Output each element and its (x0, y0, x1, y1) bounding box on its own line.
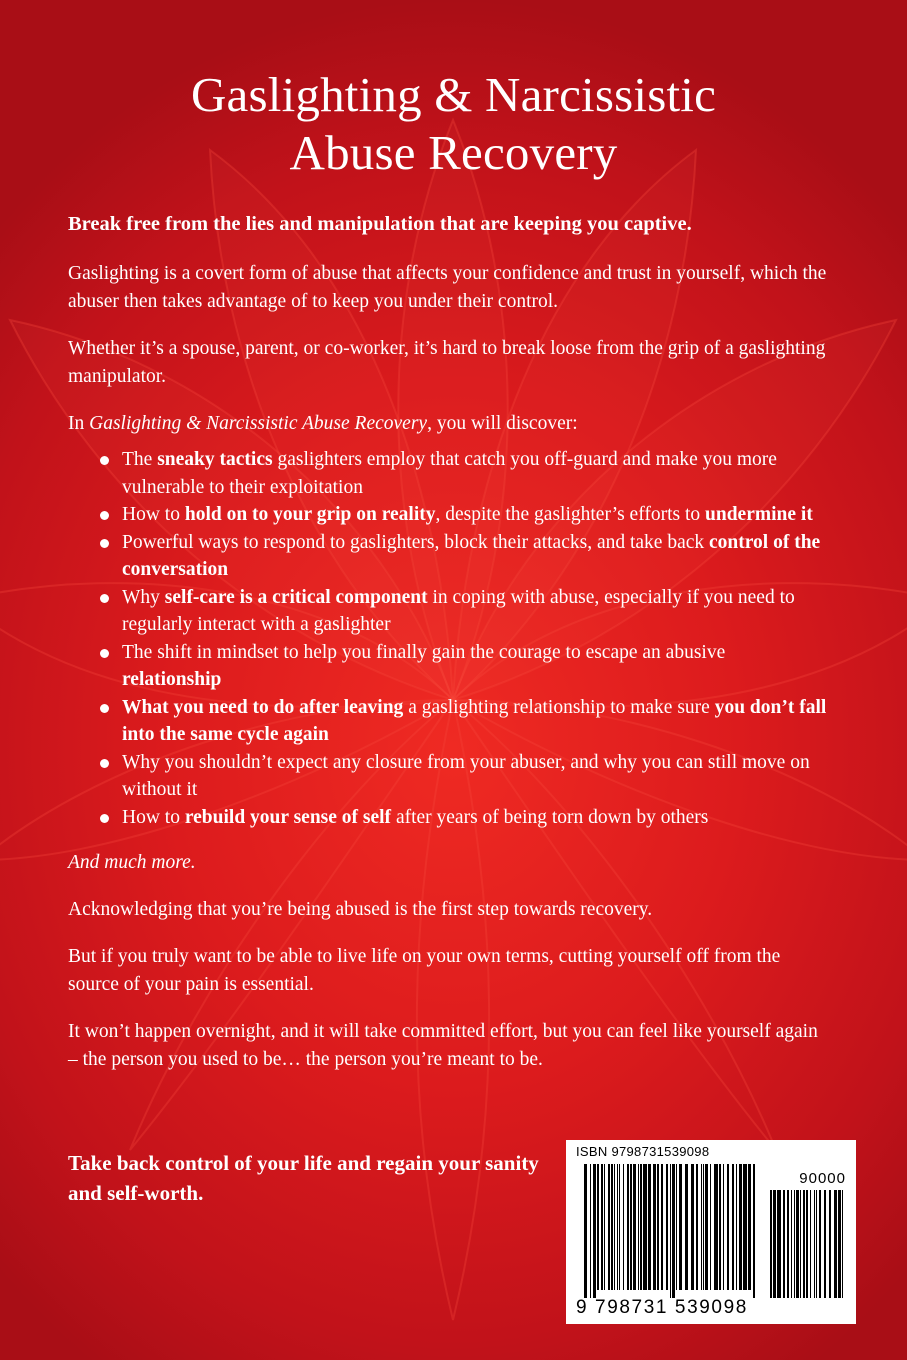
blurb (68, 210, 828, 1093)
barcode-bar (800, 1190, 801, 1298)
barcode-bar (819, 1190, 821, 1298)
discover-book-title: Gaslighting & Narcissistic Abuse Recovery (89, 413, 428, 434)
barcode-bar (770, 1190, 772, 1298)
barcode-bar (638, 1164, 639, 1290)
barcode-bar (834, 1190, 837, 1298)
barcode-bar (824, 1190, 826, 1298)
barcode-bar (791, 1190, 792, 1298)
list-item: What you need to do after leaving a gaslighting relationship to make sure you don’t fall into the same cycle again (98, 694, 828, 749)
bullet-icon (100, 704, 109, 713)
barcode-bar (584, 1164, 587, 1298)
barcode-bar (623, 1164, 624, 1290)
barcode-bar (617, 1164, 618, 1290)
barcode-bar (627, 1164, 629, 1290)
barcode-bar (703, 1164, 704, 1290)
barcode-bar (719, 1164, 721, 1290)
addon-barcode-bars (770, 1190, 846, 1298)
paragraph-1: Gaslighting is a covert form of abuse that affects your confidence and trust in yourself, which the abuser then takes advantage of to keep you under their control. (68, 263, 827, 312)
barcode-bar (773, 1190, 776, 1298)
barcode-bar (593, 1164, 596, 1298)
barcode-bar (630, 1164, 632, 1290)
discover-suffix: , you will discover: (427, 413, 578, 434)
barcode-bar (794, 1190, 795, 1298)
barcode-bar (666, 1164, 668, 1290)
barcode-bar (691, 1164, 694, 1290)
discover-intro (68, 410, 828, 438)
barcode-bar (643, 1164, 647, 1290)
barcode-bar (736, 1164, 737, 1290)
list-item: The sneaky tactics gaslighters employ that catch you off-guard and make you more vulnerable to their exploitation (98, 446, 828, 501)
list-item: Why you shouldn’t expect any closure from your abuser, and why you can still move on without it (98, 749, 828, 804)
paragraph-4: But if you truly want to be able to live life on your own terms, cutting yourself off from the source of your pain is essential. (68, 946, 781, 995)
barcode-bar (842, 1190, 843, 1298)
paragraph-5: It won’t happen overnight, and it will take committed effort, but you can feel like yourself again – the person you used to be… the person you’re meant to be. (68, 1021, 818, 1070)
list-item: How to rebuild your sense of self after years of being torn down by others (98, 804, 828, 832)
barcode-bar (723, 1164, 724, 1290)
discover-list (68, 446, 828, 831)
isbn-barcode (566, 1140, 856, 1324)
barcode-bar (705, 1164, 708, 1290)
barcode-bar (783, 1190, 785, 1298)
barcode-bar (590, 1164, 591, 1298)
barcode-bar (648, 1164, 651, 1290)
and-more: And much more. (68, 852, 196, 873)
barcode-bar (710, 1164, 711, 1290)
barcode-bar (806, 1190, 808, 1298)
bullet-icon (100, 511, 109, 520)
paragraph-2: Whether it’s a spouse, parent, or co-worker, it’s hard to break loose from the grip of a gaslighting manipulator. (68, 338, 826, 387)
barcode-bar (657, 1164, 659, 1290)
barcode-bar (803, 1190, 805, 1298)
paragraph-3: Acknowledging that you’re being abused is the first step towards recovery. (68, 899, 653, 920)
bullet-icon (100, 814, 109, 823)
barcode-bar (608, 1164, 610, 1290)
barcode-bar (838, 1190, 841, 1298)
barcode-bar (597, 1164, 599, 1290)
barcode-bar (685, 1164, 688, 1290)
barcode-bar (661, 1164, 663, 1290)
barcode-bar (601, 1164, 603, 1290)
barcode-bar (727, 1164, 729, 1290)
bullet-icon (100, 759, 109, 768)
list-item: How to hold on to your grip on reality, despite the gaslighter’s efforts to undermine it (98, 501, 828, 529)
barcode-bar (672, 1164, 675, 1298)
barcode-bar (753, 1164, 755, 1298)
barcode-bar (810, 1190, 811, 1298)
title-line-2: Abuse Recovery (289, 125, 618, 180)
barcode-bar (679, 1164, 682, 1290)
barcode-digits: 9 798731 539098 (576, 1297, 748, 1318)
bullet-icon (100, 649, 109, 658)
barcode-bar (670, 1164, 671, 1298)
barcode-bar (619, 1164, 620, 1290)
barcode-bar (732, 1164, 734, 1290)
barcode-bars (584, 1164, 760, 1298)
bullet-icon (100, 594, 109, 603)
closing-line: Take back control of your life and regain your sanity and self-worth. (68, 1151, 539, 1205)
bullet-icon (100, 456, 109, 465)
barcode-bar (676, 1164, 677, 1290)
barcode-bar (640, 1164, 642, 1290)
barcode-bar (748, 1164, 751, 1290)
barcode-bar (701, 1164, 702, 1290)
barcode-bar (787, 1190, 789, 1298)
list-item: Powerful ways to respond to gaslighters, block their attacks, and take back control of the conversation (98, 529, 828, 584)
barcode-bar (614, 1164, 615, 1290)
list-item: The shift in mindset to help you finally gain the courage to escape an abusive relationship (98, 639, 828, 694)
list-item: Why self-care is a critical component in coping with abuse, especially if you need to regularly interact with a gaslighter (98, 584, 828, 639)
barcode-bar (743, 1164, 747, 1290)
title-line-1: Gaslighting & Narcissistic (190, 67, 717, 122)
isbn-label: ISBN 9798731539098 (576, 1144, 710, 1159)
barcode-bar (796, 1190, 799, 1298)
barcode-bar (611, 1164, 613, 1290)
barcode-bar (777, 1190, 781, 1298)
price-code: 90000 (799, 1170, 846, 1187)
barcode-bar (604, 1164, 605, 1290)
barcode-bar (814, 1190, 815, 1298)
bullet-icon (100, 539, 109, 548)
barcode-bar (653, 1164, 656, 1290)
barcode-bar (696, 1164, 698, 1290)
barcode-bar (739, 1164, 742, 1290)
discover-prefix: In (68, 413, 90, 434)
book-title (0, 66, 907, 182)
lead-sentence: Break free from the lies and manipulation that are keeping you captive. (68, 213, 692, 235)
barcode-bar (829, 1190, 831, 1298)
barcode-bar (633, 1164, 636, 1290)
barcode-bar (816, 1190, 817, 1298)
barcode-bar (714, 1164, 718, 1290)
